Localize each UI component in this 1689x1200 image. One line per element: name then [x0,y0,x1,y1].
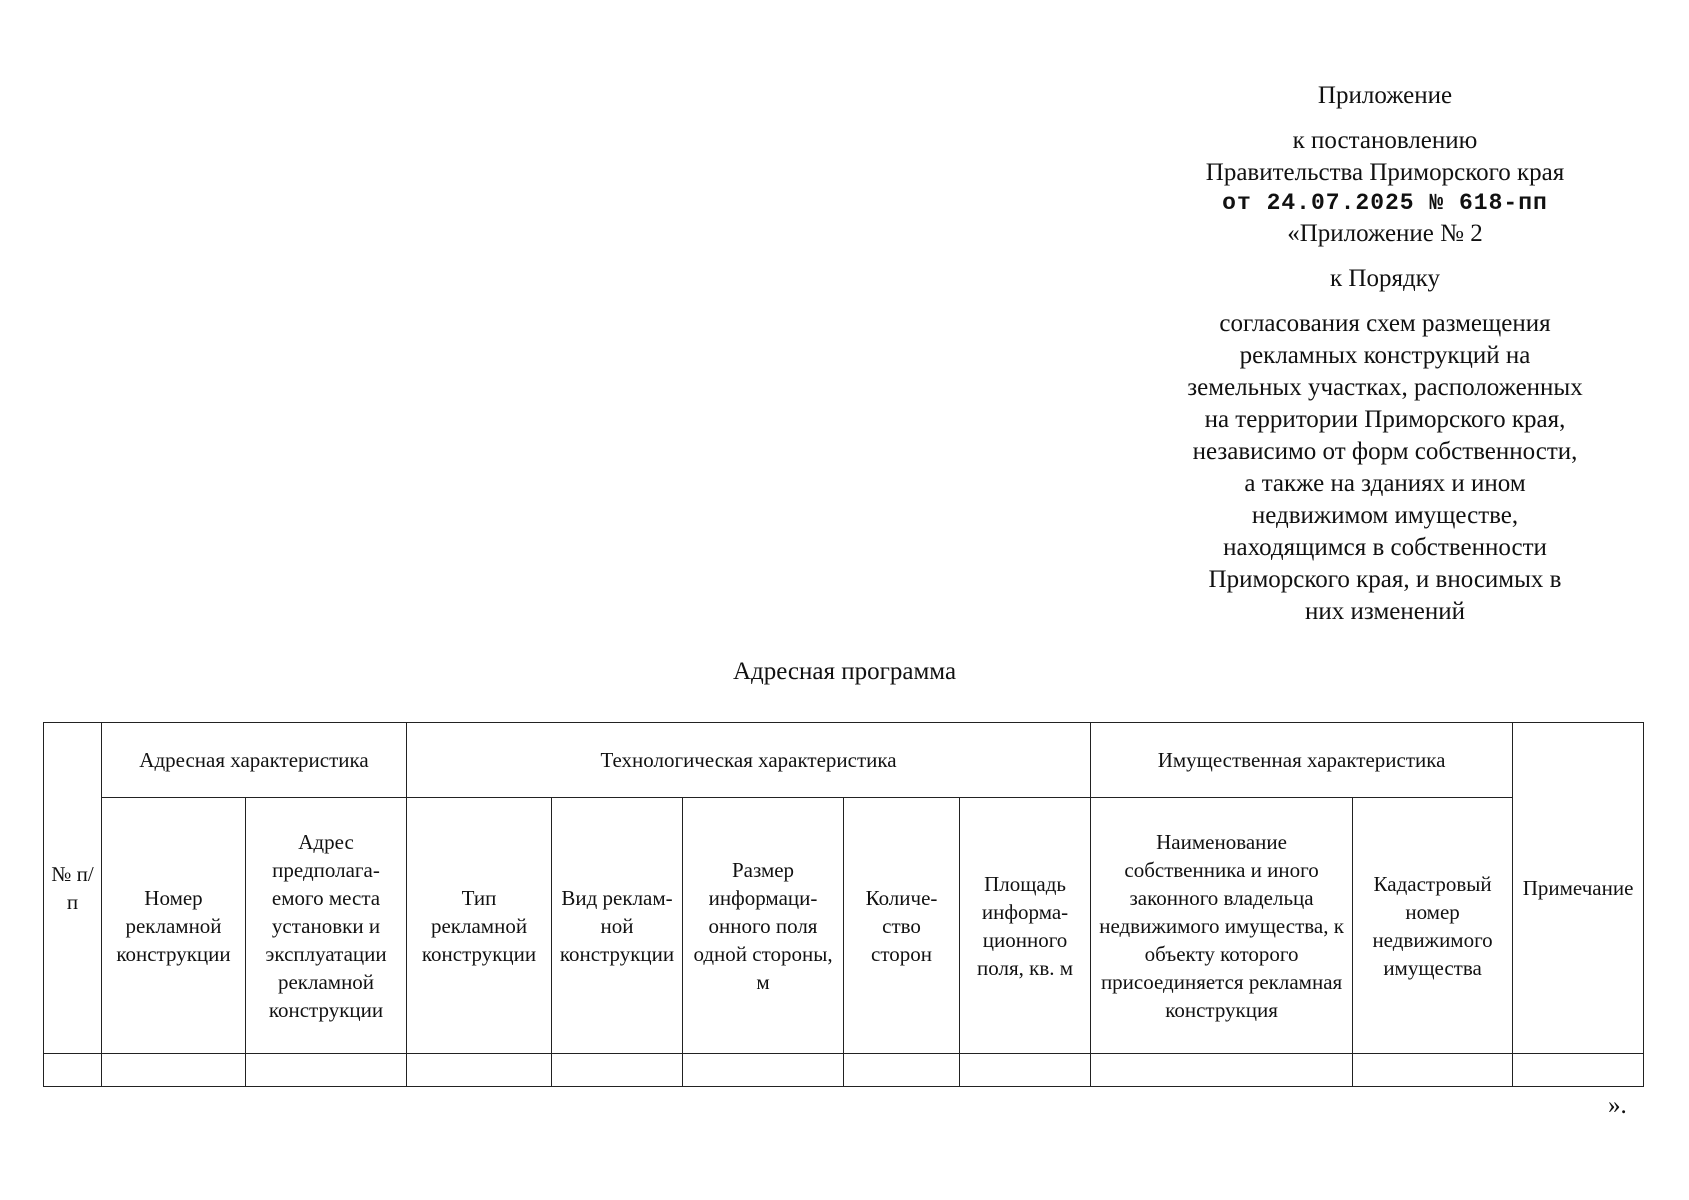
table-cell [683,1054,844,1087]
kind-header: Вид рекламной конструкции [552,798,683,1054]
address-program-table [43,722,1644,1087]
table-cell [1353,1054,1513,1087]
procedure-line: согласования схем размещения [1219,310,1551,337]
note-column-header: Примечание [1513,723,1644,1054]
procedure-title [1125,308,1645,628]
procedure-line: них изменений [1305,598,1465,625]
ad-number-header: Номер рекламной конструкции [102,798,246,1054]
table-cell [960,1054,1091,1087]
procedure-line: земельных участках, расположенных [1187,374,1583,401]
table-row [44,1054,1644,1087]
cadastral-header: Кадастровый номер недвижимого имущества [1353,798,1513,1054]
procedure-line: на территории Приморского края, [1204,406,1566,433]
table-cell [102,1054,246,1087]
table-cell [1513,1054,1644,1087]
appendix-number: «Приложение № 2 [1287,220,1483,247]
group-tech-header: Технологическая характеристика [407,723,1091,798]
procedure-label: к Порядку [1330,265,1440,292]
table-cell [246,1054,407,1087]
procedure-line: недвижимом имуществе, [1251,502,1519,529]
procedure-line: находящимся в собственности [1223,534,1547,561]
table-cell [844,1054,960,1087]
procedure-line: рекламных конструкций на [1239,342,1531,369]
table-cell [552,1054,683,1087]
area-header: Площадь информационного поля, кв. м [960,798,1091,1054]
address-header: Адрес предполагаемого места установки и эксплуатации рекламной конструкции [246,798,407,1054]
table-cell [407,1054,552,1087]
table-cell [44,1054,102,1087]
group-property-header: Имущественная характеристика [1091,723,1513,798]
procedure-line: независимо от форм собственности, [1192,438,1578,465]
government-label: Правительства Приморского края [1205,159,1565,186]
appendix-header [1125,80,1645,628]
date-number-stamp: от 24.07.2025 № 618-пп [1222,190,1548,216]
table-cell [1091,1054,1353,1087]
sides-header: Количество сторон [844,798,960,1054]
procedure-line: а также на зданиях и ином [1244,470,1526,497]
number-column-header: № п/п [44,723,102,1054]
group-address-header: Адресная характеристика [102,723,407,798]
type-header: Тип рекламной конструкции [407,798,552,1054]
appendix-label: Приложение [1317,82,1453,109]
owner-header: Наименование собственника и иного законного владельца недвижимого имущества, к объекту которого присоединяется рекламная конструкция [1091,798,1353,1054]
closing-quote: ». [1608,1092,1627,1119]
document-title: Адресная программа [732,658,957,685]
size-header: Размер информационного поля одной стороны, м [683,798,844,1054]
procedure-line: Приморского края, и вносимых в [1208,566,1562,593]
resolution-label: к постановлению [1292,127,1478,154]
